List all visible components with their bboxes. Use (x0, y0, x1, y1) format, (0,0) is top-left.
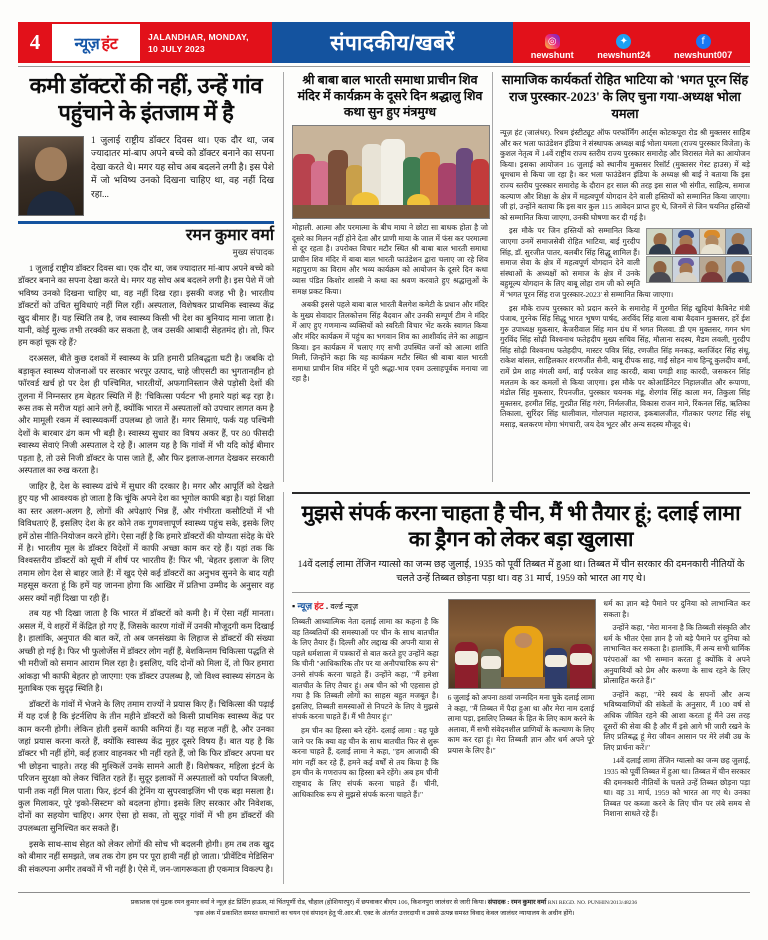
twitter-handle: newshunt24 (597, 50, 651, 60)
publisher-statement: प्रकाशक एवं मुद्रक रमन कुमार वर्मा ने न्यूज़ हंट प्रिंटिंग हाऊस, मां चिंतपूर्णी रोड, चौहाल (होशियारपुर) में छपवाकर बीएम 106, किशनपुरा जालंधर से जारी किया। (130, 899, 487, 906)
feature-paragraph: तिब्बती आध्यात्मिक नेता दलाई लामा का कहना है कि वह तिब्बतियों की समस्याओं पर चीन के साथ बातचीत के लिए तैयार हैं। दिल्ली और लद्दाख की अपनी यात्रा से पहले धर्मशाला में पत्रकारों से बात करते हुए उन्होंने कहा कि चीनी "आधिकारिक तौर पर या अनौपचारिक रूप से" उनसे संपर्क करना चाहते हैं। उन्होंने कहा, "मैं हमेशा बातचीत के लिए तैयार हूं। अब चीन को भी एहसास हो गया है कि तिब्बती लोगों का साहस बहुत मजबूत है। इसलिए, तिब्बती समस्याओं से निपटने के लिए वे मुझसे संपर्क करना चाहते हैं। मैं भी तैयार हूं।" (292, 617, 439, 722)
edition-dateline (140, 22, 272, 63)
dalai-lama-photo (448, 599, 597, 689)
kicker-brand-news: न्यूज़ (297, 601, 313, 611)
feature-photo-caption (448, 693, 595, 757)
temple-story-paragraph: मोहाली. आत्मा और परमात्मा के बीच माया ने छोटा सा बाधक होता है जो दूसरे का मिलन नहीं होने देता और प्राणी माया के जाल में फंस कर परमात्मा से दूर रहता है। उपरोक्त विचार मटौर स्थित श्री बाबा बाल भारती समाधा प्राचीन शिव मंदिर में बाबा बाल भारती फाउंडेशन द्वारा चलाए जा रहे शिव महापुराण का विराम और भव्य कार्यक्रम को आयोजन के दूसरे दिन कथा व्यास पंडित किशोर शास्त्री ने कथा का श्रवण करवाते हुए श्रद्धालुओं के समक्ष प्रकट किया। (292, 223, 488, 296)
awardee-portrait (725, 228, 752, 255)
column-divider-1 (283, 72, 284, 482)
awardee-portrait (699, 256, 726, 283)
byline-divider (18, 221, 274, 224)
temple-ceremony-photo (292, 125, 490, 219)
editor-credit: संपादक : रमन कुमार वर्मा (487, 899, 547, 906)
feature-paragraph: धर्म का ज्ञान बड़े पैमाने पर दुनिया को लाभान्वित कर सकता है। (603, 599, 751, 619)
award-story-body (500, 128, 750, 431)
editor-name: रमन कुमार वर्मा (185, 227, 274, 244)
feature-paragraph: 14वें दलाई लामा तेंजिन ग्यात्सो का जन्म छह जुलाई, 1935 को पूर्वी तिब्बत में हुआ था। तिब्बत में चीन सरकार की दमनकारी नीतियों के चलते उन्हें तिब्बत छोड़ना पड़ा था। वह 31 मार्च, 1959 को भारत आ गए थे। उनका तिब्बत पर कब्जा करने के लिए चीन पर लंबे समय से निशाना साधते रहे हैं। (603, 756, 751, 819)
awardee-portrait (725, 256, 752, 283)
award-story-paragraph: इस मौके राज्य पुरस्कार को प्रदान करने के समारोह में गुरमीत सिंह खुदियां कैबिनेट मंत्री पंजाब, गुरनेक सिंह सिद्धू भारत भूषण पार्षद, अरविंद सिंह वाला बाबा बैदवान मुक्तसर, हरें ईश गुरु उपाध्यक्ष मुकसार, केजरीवाल सिंह मान ग्रंथ में भगत मिलवा. डी एम मुक्तसर, गगन भंग गुरविंद सिंह सोढ़ी विश्वनाथ फतेहदीप मुख्य सचिव सिंह, मौलाना सदस्य, मैडम लवली, गुरदीप सिंह सोढ़ी विश्वनाथ फतेहदीप, मास्टर पवित्र सिंह, रणजीत सिंह मनकड़, बलजिंदर सिंह संधू, राकेश बांसल, साहिलकार शरणजीत सैनी, बाबू दीपक साह, गाईं सोहन नाथ हिन्दू कुलदीप वर्मा, रामें प्रेम शाह मंगली वर्मा, वाईं परवेज शाह कारदी, बाबा पगड़ी शाह कारदी, जसकरन सिंह मलतम के कर कमलों से किया जाएगा। इस मौके पर कोआर्डिनेटर निहालजीत और रूपाणा, मंडोल सिंह मुकसार, रिपनजीत, पुरस्कार चयनक मंडू, शेरगांव सिंह काला मन, तिकुला सिंह मुक्तसर, हरमीत सिंह, गुरप्रीत सिंह गरंग, निर्मलजीत, विकास राजन माने, रिंकनल सिंह, ऋतिका तिकाला, सुरिंदर सिंह धालीवाल, गोलपाल महाराज, इकबालजीत, गीतकार परगट सिंह संधू मसाड़, बलकरण मोगा भंगचारी, जय देव भूटर और अन्य सदस्य मौजूद थे। (500, 303, 750, 430)
masthead (18, 22, 750, 63)
feature-subhead: 14वें दलाई लामा तेंजिन ग्यात्सो का जन्म छह जुलाई, 1935 को पूर्वी तिब्बत में हुआ था। तिब्बत में चीन सरकार की दमनकारी नीतियों के चलते उन्हें तिब्बत छोड़ना पड़ा था। वह 31 मार्च, 1959 को भारत आ गए थे। (292, 558, 750, 593)
feature-body-3 (603, 599, 750, 820)
footer-rule (18, 892, 750, 893)
editorial-intro-block (18, 134, 274, 218)
photo-crowd-render (293, 126, 489, 218)
awardee-portrait (699, 228, 726, 255)
feature-body-1 (292, 617, 439, 800)
page-number-badge: 4 (18, 22, 52, 63)
kicker-tag: वर्ल्ड न्यूज़ (330, 602, 359, 611)
masthead-rule (18, 66, 750, 67)
footer-line-1 (18, 898, 750, 909)
facebook-icon: f (696, 34, 711, 49)
feature-paragraph: उन्होंने कहा, "मेरा मानना है कि तिब्बती संस्कृति और धर्म के भीतर ऐसा ज्ञान है जो बड़े पैमाने पर दुनिया को लाभान्वित कर सकता है। हालांकि, मैं अन्य सभी धार्मिक परंपराओं का भी सम्मान करता हूं क्योंकि वे अपने अनुयायियों को प्रेम और करुणा के साथ रहने के लिए प्रोत्साहित करते हैं।" (603, 623, 751, 686)
award-story-headline: सामाजिक कार्यकर्ता रोहित भाटिया को 'भगत पूरन सिंह राज पुरस्कार-2023' के लिए चुना गया-अध्यक्ष भोला यमला (501, 73, 749, 121)
social-instagram[interactable] (531, 34, 574, 60)
editorial-paragraph: इसके साथ-साथ सेहत को लेकर लोगों की सोच भी बदलनी होगी। हम तब तक खुद को बीमार नहीं समझते, जब तक रोग हम पर पूरा हावी नहीं हो जाता। 'प्रीवेंटिव मेडिसिन' की संकल्पना अमीर तबकों में भी नहीं है। ऐसे में, जन-जागरूकता ही एकमात्र विकल्प है। (18, 839, 274, 874)
editorial-intro-text: 1 जुलाई राष्ट्रीय डॉक्टर दिवस था। एक दौर था, जब ज्यादातर मां-बाप अपने बच्चे को डॉक्टर बनाने का सपना देखा करते थे। मगर यह सोच अब बदलने लगी है। इस पेशे में जो भविष्य उनको दिखना चाहिए था, वह नहीं दिख रहा... (91, 135, 274, 199)
awardee-portrait (646, 256, 673, 283)
edition-date: 10 JULY 2023 (148, 43, 205, 54)
feature-story (292, 492, 750, 884)
temple-story-body (292, 223, 488, 385)
feature-column-2 (448, 599, 595, 823)
rni-registration: RNI REGD. NO. PUNHIN/2013/48236 (547, 900, 638, 906)
edition-city-day: JALANDHAR, MONDAY, (148, 31, 249, 42)
awardee-portrait-grid (646, 228, 750, 283)
instagram-icon: ◎ (545, 34, 560, 49)
editorial-paragraph: डॉक्टरों के गांवों में भेजने के लिए तमाम राज्यों ने प्रयास किए हैं। चिकित्सा की पढ़ाई में यह दर्ज है कि इंटर्नशिप के तीन महीने डॉक्टरों को किसी प्राथमिक स्वास्थ्य केंद्र पर काम करनी होगी। लेकिन होती इसमें काफी कमियां हैं। यह सहज नहीं है, और उनका जहां प्रयास करना करते हैं, क्योंकि स्वास्थ्य केंद्र मुहर दूसरे विषय हैं। बात यह है कि डॉक्टर भी नहीं होंगे, कई हजार वाहनकर भी नहीं रहते हैं, जो कि फिर डॉक्टर अपना घर भी छोड़ना चाहते। तरह की मुश्किलें उनके सामने आती हैं। विशेषकर, महिला इंटर्न के परिजन सुरक्षा को लेकर चिंतित रहते हैं। सुदूर इलाकों में अस्पतालों को पर्याप्त बिजली, पानी तक नहीं मिल पाता। फिर, इंटर्न की ट्रेनिंग या सुपरवाइजिंग भी एक बड़ा मसला है। कुल मिलाकर, पूरे 'इको-सिस्टम' को बदलना होगा। इसके लिए सरकार और निवेशक, दोनों का सहयोग चाहिए। अगर ऐसा हो सका, तो सुदूर गांवों में भी हम डॉक्टरों की उपलब्धता सुनिश्चित कर सकते हैं। (18, 699, 274, 833)
photo-caption-text: 6 जुलाई को अपना 88वां जन्मदिन मना चुके दलाई लामा ने कहा, "मैं तिब्बत में पैदा हुआ था और मेरा नाम दलाई लामा पड़ा, इसलिए तिब्बत के हित के लिए काम करने के अलावा, मैं सभी संवेदनशील प्राणियों के कल्याण के लिए काम कर रहा हूं। मेरा तिब्बती ज्ञान और धर्म अपने पूरे प्रयास के लिए है।" (447, 693, 595, 755)
feature-kicker: ▪ न्यूज़ हंट . वर्ल्ड न्यूज़ (292, 601, 359, 611)
awardee-portrait (672, 228, 699, 255)
social-handles-bar (513, 22, 750, 63)
feature-column-1 (292, 599, 439, 823)
awardee-portrait (646, 228, 673, 255)
instagram-handle: newshunt (530, 50, 574, 60)
feature-columns (292, 599, 750, 823)
social-twitter[interactable] (597, 34, 650, 60)
awardee-portrait (672, 256, 699, 283)
editorial-paragraph: जाहिर है, देश के स्वास्थ्य ढांचे में सुधार की दरकार है। मगर और आपूर्ति को देखते हुए यह भी आवश्यक हो जाता है कि चूंकि अपने देश का भूगोल काफी बड़ा है। यहां शिक्षा का स्तर अलग-अलग है, लोगों की अपेक्षाएं भिन्न हैं, और गंभीरता कसौटियों में भी विविधताएं हैं, इसलिए देश के हर कोने तक गुणवत्तापूर्ण स्वास्थ्य पहुंच सके, इसके लिए हमें ठोस नीति-नियोजन करने होंगे। ऐसा नहीं है कि हमारे डॉक्टरों की योग्यता संदेह के घेरे में है। भारतीय मूल के डॉक्टर विदेशों में काफी अच्छा काम कर रहे हैं। यहां तक कि विश्वस्तरीय डॉक्टरों को सूची में शीर्ष पर भारतीय हैं! फिर भी, 'बेहतर इलाज' के लिए तमाम लोग देश से बाहर जाते हैं! में खुद ऐसे कई डॉक्टरों का अनुभव सुनने के बाद यही महसूस करता हूं कि हमें यह जानना होगा कि आखिर में प्रतिभा उम्मीद के अनुसार वह असर क्यों नहीं दिखा पा रही हैं। (18, 481, 274, 603)
feature-headline: मुझसे संपर्क करना चाहता है चीन, मैं भी तैयार हूं; दलाई लामा का ड्रैगन को लेकर बड़ा खुलासा (301, 501, 741, 551)
logo-text-news: न्यूज़ (74, 35, 100, 53)
editor-role: मुख्य संपादक (232, 247, 274, 257)
award-story-paragraph: इस मौके पर जिन हस्तियों को सम्मानित किया जाएगा उनमें समाजसेवी रोहित भाटिया, बाई गुरदीप सिंह, डॉ. सुरजीत पातर, बलबीर सिंह सिद्धू शामिल हैं। समाज सेवा के क्षेत्र में महत्वपूर्ण योगदान देने वाली संस्थाओं के अध्यक्षों को समाज के क्षेत्र में उनके बहुमूल्य योगदान के लिए बाबू लोहा राम जी को स्मृति में 'भगत पूरन सिंह राज पुरस्कार-2023' से सम्मानित किया जाएगा। (500, 226, 674, 299)
footer-imprint (18, 898, 750, 918)
facebook-handle: newshunt007 (673, 50, 733, 60)
feature-paragraph: उन्होंने कहा, "मेरे स्वयं के सपनों और अन्य भविष्यवाणियों की संकेतों के अनुसार, मैं 100 वर्ष से अधिक जीवित रहने की आशा करता हूं मैंने उस तरह दूसरों की सेवा की है और मैं इसे आगे भी जारी रखने के लिए प्रतिबद्ध हूं मेरा जीवन आसान पर मेरे लंबी उम्र के लिए प्रार्थना करें।" (603, 689, 751, 752)
editorial-column (18, 72, 274, 884)
feature-column-3 (603, 599, 750, 823)
twitter-icon: ✦ (616, 34, 631, 49)
temple-story-headline: श्री बाबा बाल भारती समाधा प्राचीन शिव मंदिर में कार्यक्रम के दूसरे दिन श्रद्धालु शिव कथा सुन हुए मंत्रमुग्ध (297, 73, 483, 119)
column-divider-2 (492, 72, 493, 482)
kicker-brand-hunt: हंट (314, 601, 324, 611)
editorial-body (18, 263, 274, 876)
logo-text-hunt: हंट (101, 35, 118, 53)
kicker-bullet: ▪ (292, 601, 296, 611)
editor-portrait-photo (18, 136, 84, 216)
feature-paragraph: हम चीन का हिस्सा बने रहेंगे- दलाई लामा : यह पूछे जाने पर कि क्या वह चीन के साथ बातचीत फिर से शुरू करना चाहते हैं, दलाई लामा ने कहा, "हम आजादी की मांग नहीं कर रहे हैं, हमने कई वर्षों से तय किया है कि हम चीन के गणराज्य का हिस्सा बने रहेंगे। अब हम चीनी राष्ट्रवाद के लिए संपर्क करना चाहते हैं। चीनी, आधिकारिक रूप से मुझसे संपर्क करना चाहते हैं।" (292, 725, 439, 799)
section-title: संपादकीय/खबरें (272, 22, 513, 63)
temple-story-column (292, 72, 488, 482)
column-divider-3 (283, 492, 284, 884)
temple-story-paragraph: अबकी इससे पहले बाबा बाल भारती बैलगेश कमेटी के प्रधान और मंदिर के मुख्य सेवादार तिलकोत्तम सिंह बैदवान और उनकी सम्पूर्ण टीम ने मंदिर में आए हुए गणमान्य व्यक्तियों को स्वरिती विचार भेंट करके स्वागत किया और मंदिर कार्यक्रम में पहुंच का भगवान शिव का आशीर्वाद लेने का आह्वान किया। इन कार्यक्रम में चलाए गए सभी उपस्थित जनों को आत्मा शांति मिली, जिन्होंने कहा कि यह कार्यक्रम मटौर स्थित श्री बाबा बाल भारती समाधा प्राचीन शिव मंदिर में पूरी श्रद्धा-भाव एवम उत्साहपूर्वक मनाया जा रहा है। (292, 300, 488, 384)
award-story-column (500, 72, 750, 482)
footer-line-2: "इस अंक में प्रकाशित समस्त समाचारों का चयन एवं संपादन हेतु पी.आर.बी. एक्ट के अंतर्गत उत्तरदायी व उससे उत्पन्न समस्त विवाद केवल जालंधर न्यायालय के अधीन होंगे। (193, 909, 575, 917)
feature-top-rule (292, 492, 750, 494)
editorial-paragraph: दरअसल, बीते कुछ दशकों में स्वास्थ्य के प्रति हमारी प्रतिबद्धता घटी है। जबकि दो बड़ाकृत स्वास्थ्य योजनाओं पर सरकार भरपूर उत्पाद, चाहे जीएसटी का भुगतानहीन हो फॉरवर्ड खर्च हो पर देश ही पश्चिमित, भारतीयों, अफगानिस्तान जैसे पड़ोसी देशों की तुलना में निम्नस्तर हम बेहतर स्थिति में हैं! 'चिकित्सा पर्यटन' भी हमारे यहां बढ़ रहा है। रूस तक से मरीज यहां आने लगे हैं, क्योंकि भारत में अस्पतालों को उपचार लागत कम है और मामूली रकम में स्वास्थ्यकर्मी उपलब्ध हो जाते हैं। मगर सिमाएं, फर्क यह पश्चिमी देशों के बारबार ढंग कम भी बड़ी है। स्वास्थ्य सुधार का विषय अकर हैं, पर 80 फीसदी स्वास्थ्य सेवाएं निजी अस्पताल दे रहे हैं। आलम यह है कि गांवों में भी यदि कोई बीमार पड़ता है, तो उसे निजी डॉक्टर के पास जाते हैं, और फिर इलाज-लागत देखकर सरकारी अस्पताल का रुख करता है। (18, 354, 274, 475)
social-facebook[interactable] (674, 34, 732, 60)
editorial-headline: कमी डॉक्टरों की नहीं, उन्हें गांव पहुंचाने के इंतजाम में है (29, 73, 263, 125)
editorial-paragraph: तब यह भी दिखा जाता है कि भारत में डॉक्टरों को कमी है। में ऐसा नहीं मानता। असल में, ये शहरों में केंद्रित हो गए हैं, जिसके कारण गांवों में उनकी मौजूदगी कम दिखाई है। हालांकि, अनुपात की बात करें, तो अब जनसंख्या के लिहाज से डॉक्टरों की संख्या अच्छी हो गई है। फिर भी फुलोर्जेस में डॉक्टर लोग नहीं हैं, बेशकिन्तम चिकित्सा पद्धति से भी मरीजों को समान आराम मिल रहा है। इसलिए, यदि दोनों को मिला दें, तो फिर हमारा आंकड़ा भी काफी बेहतर हो जाएगा! एक डॉक्टर उपलब्ध है, जो विश्व स्वास्थ्य संगठन के मुताबिक एक सुदृढ़ स्थिति है। (18, 609, 274, 693)
editorial-paragraph: 1 जुलाई राष्ट्रीय डॉक्टर दिवस था। एक दौर था, जब ज्यादातर मां-बाप अपने बच्चे को डॉक्टर बनाने का सपना देखा करते थे। मगर यह सोच अब बदलने लगी है। इस पेशे में जो भविष्य उनको दिखना चाहिए था, वह नहीं दिख रहा। इसकी वजह भी है। भारतीय डॉक्टरों को उचित सुविधाएं नहीं मिल रहीं। अस्पताल, विशेषकर प्राथमिक स्वास्थ्य केंद्र खुद बीमार हैं। यह स्थिति तब है, जब स्वास्थ्य किसी भी देश का बुनियाद माना जाता है। यानी, कोई मुल्क तभी तरक्की कर सकता है, जब उसकी आबादी सेहतमंद हो। तो, फिर हम कहां चूक रहे हैं? (18, 264, 274, 348)
award-story-paragraph: न्यूज़ हंट (जालंधर). रिधम इंस्टीट्यूट ऑफ परफॉर्मिंग आर्ट्स कोटकपूरा रोड श्री मुक्तसर साहिब और कर भला फाउंडेशन इंडिया ने संस्थापक अध्यक्ष बाई भोला यमला (राज्य पुरस्कार विजेता) के कुशल नेतृत्व में 14वें राष्ट्रीय राज्य स्तरीय राज्य पुरस्कार समारोह और विरासत मेले का आयोजन किया। इसका आयोजन 16 जुलाई को स्थानीय मुक्तसर रिसॉर्ट (मुक्तसर गेस्ट हाउस) में बड़े धूमधाम से किया जा रहा है। कर भला फाउंडेशन इंडिया के अध्यक्ष श्री बाई ने बताया कि इस राज्य स्तरीय पुरस्कार समारोह के दौरान हर साल की तरह इस साल भी संगीत, साहित्य, समाज कल्याण और शिक्षा के क्षेत्र में महत्वपूर्ण योगदान देने वाली हस्तियों को सम्मानित किया जाएगा। जी हां, उन्होंने बताया कि इस बार कुल 115 आवेदन प्राप्त हुए थे, जिनमें से जिन चयनित हस्तियों को सम्मानित किया जाएगा, उनकी घोषणा कर दी गई है। (500, 128, 750, 222)
publication-logo[interactable] (52, 22, 140, 63)
